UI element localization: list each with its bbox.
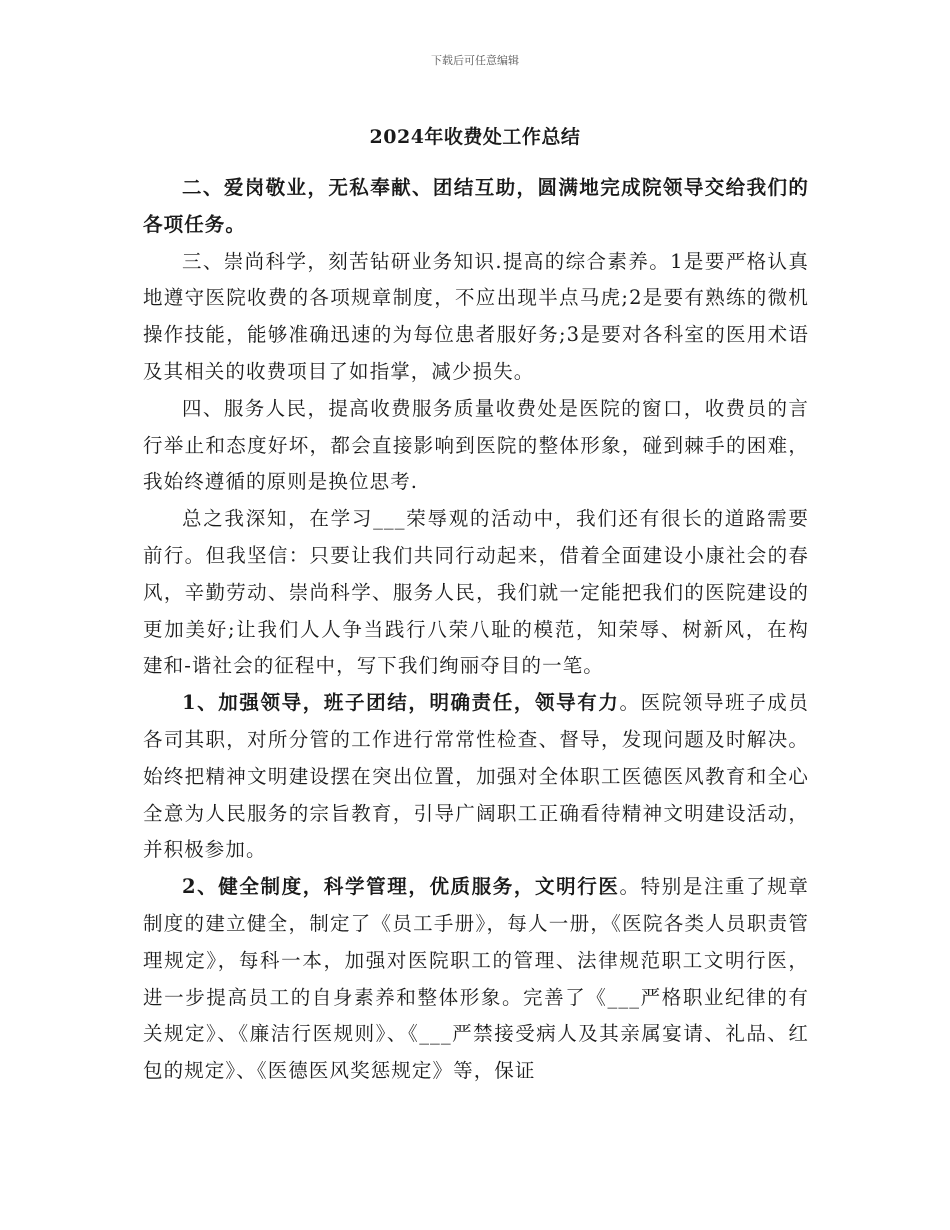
document-body bbox=[143, 170, 809, 1090]
paragraph-text: 。特别是注重了规章制度的建立健全，制定了《员工手册》，每人一册，《医院各类人员职责管理规定》，每科一本，加强对医院职工的管理、法律规范职工文明行医，进一步提高员工的自身素养和整体形象。完善了《___严格职业纪律的有关规定》、《廉洁行医规则》、《___严禁接受病人及其亲属宴请、礼品、红包的规定》、《医德医风奖惩规定》等，保证 bbox=[143, 875, 810, 1083]
paragraph-text: 总之我深知，在学习___荣辱观的活动中，我们还有很长的道路需要前行。但我坚信：只要让我们共同行动起来，借着全面建设小康社会的春风，辛勤劳动、崇尚科学、服务人民，我们就一定能把我们的医院建设的更加美好;让我们人人争当践行八荣八耻的模范，知荣辱、树新风，在构建和-谐社会的征程中，写下我们绚丽夺目的一笔。 bbox=[143, 507, 809, 678]
paragraph-text: 三、崇尚科学，刻苦钻研业务知识.提高的综合素养。1是要严格认真地遵守医院收费的各项规章制度，不应出现半点马虎;2是要有熟练的微机操作技能，能够准确迅速的为每位患者服好务;3是要对各科室的医用术语及其相关的收费项目了如指掌，减少损失。 bbox=[143, 249, 809, 383]
paragraph-text: 四、服务人民，提高收费服务质量收费处是医院的窗口，收费员的言行举止和态度好坏，都会直接影响到医院的整体形象，碰到棘手的困难，我始终遵循的原则是换位思考. bbox=[143, 396, 809, 494]
paragraph-item-1 bbox=[143, 685, 809, 869]
paragraph-lead: 1、加强领导，班子团结，明确责任，领导有力 bbox=[182, 691, 620, 715]
paragraph-section-4 bbox=[143, 391, 809, 501]
paragraph-lead: 2、健全制度，科学管理，优质服务，文明行医 bbox=[182, 875, 620, 899]
paragraph-conclusion bbox=[143, 501, 809, 685]
paragraph-section-2 bbox=[143, 170, 809, 244]
paragraph-section-3 bbox=[143, 244, 809, 391]
paragraph-item-2 bbox=[143, 869, 809, 1090]
paragraph-text: 。医院领导班子成员各司其职，对所分管的工作进行常常性检查、督导，发现问题及时解决。始终把精神文明建设摆在突出位置，加强对全体职工医德医风教育和全心全意为人民服务的宗旨教育，引导广阔职工正确看待精神文明建设活动，并积极参加。 bbox=[143, 691, 810, 862]
page-header-note: 下载后可任意编辑 bbox=[431, 54, 519, 67]
paragraph-text: 二、爱岗敬业，无私奉献、团结互助，圆满地完成院领导交给我们的各项任务。 bbox=[143, 176, 809, 236]
document-title: 2024年收费处工作总结 bbox=[369, 126, 581, 148]
